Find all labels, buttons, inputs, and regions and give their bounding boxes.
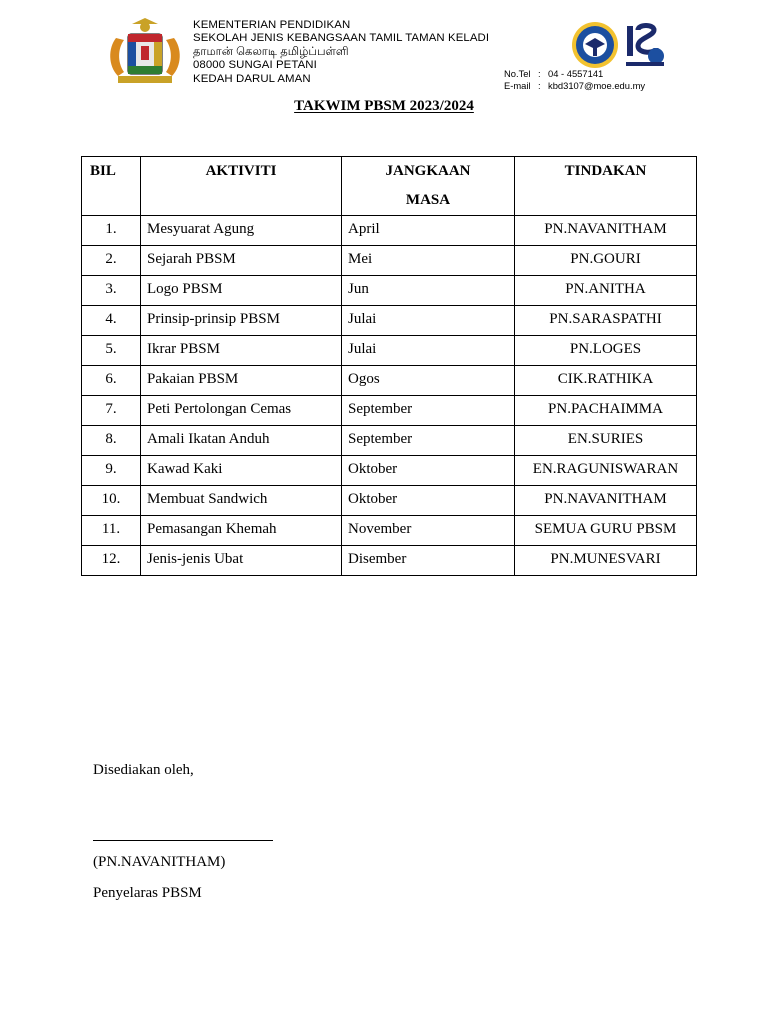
cell-bil: 7. (82, 396, 141, 426)
cell-tindakan: PN.ANITHA (515, 276, 697, 306)
cell-tindakan: PN.NAVANITHAM (515, 486, 697, 516)
cell-bil: 6. (82, 366, 141, 396)
tel-label: No.Tel (504, 68, 531, 79)
cell-bil: 8. (82, 426, 141, 456)
cell-masa: September (342, 426, 515, 456)
prepared-by-label: Disediakan oleh, (93, 762, 194, 778)
cell-tindakan: CIK.RATHIKA (515, 366, 697, 396)
cell-aktiviti: Prinsip-prinsip PBSM (141, 306, 342, 336)
cell-bil: 2. (82, 246, 141, 276)
preparer-position: Penyelaras PBSM (93, 885, 202, 901)
cell-aktiviti: Membuat Sandwich (141, 486, 342, 516)
cell-aktiviti: Amali Ikatan Anduh (141, 426, 342, 456)
cell-masa: Disember (342, 546, 515, 576)
cell-bil: 10. (82, 486, 141, 516)
letterhead (0, 0, 768, 100)
cell-masa: Jun (342, 276, 515, 306)
coat-of-arms-icon (102, 18, 188, 86)
header-aktiviti: AKTIVITI (141, 157, 342, 216)
table-row (82, 336, 697, 366)
page-title (0, 96, 768, 116)
contact-email (504, 80, 645, 92)
tel-separator: : (538, 68, 541, 79)
school-name: SEKOLAH JENIS KEBANGSAAN TAMIL TAMAN KELADI (193, 32, 490, 45)
contact-tel (504, 68, 645, 80)
table-row (82, 396, 697, 426)
cell-tindakan: PN.NAVANITHAM (515, 216, 697, 246)
cell-tindakan: SEMUA GURU PBSM (515, 516, 697, 546)
school-badge-icon (570, 20, 620, 70)
cell-tindakan: PN.LOGES (515, 336, 697, 366)
cell-bil: 5. (82, 336, 141, 366)
cell-tindakan: PN.MUNESVARI (515, 546, 697, 576)
cell-tindakan: PN.GOURI (515, 246, 697, 276)
cell-bil: 3. (82, 276, 141, 306)
cell-aktiviti: Mesyuarat Agung (141, 216, 342, 246)
signature-line (93, 840, 273, 841)
title-text: TAKWIM PBSM 2023/2024 (294, 98, 474, 114)
cell-aktiviti: Peti Pertolongan Cemas (141, 396, 342, 426)
cell-masa: Julai (342, 306, 515, 336)
cell-tindakan: PN.PACHAIMMA (515, 396, 697, 426)
cell-bil: 9. (82, 456, 141, 486)
cell-aktiviti: Sejarah PBSM (141, 246, 342, 276)
cell-tindakan: EN.RAGUNISWARAN (515, 456, 697, 486)
anniversary-logo-icon (624, 20, 666, 70)
table-row (82, 456, 697, 486)
cell-masa: November (342, 516, 515, 546)
table-row (82, 276, 697, 306)
table-row (82, 516, 697, 546)
cell-bil: 4. (82, 306, 141, 336)
cell-masa: Mei (342, 246, 515, 276)
table-row (82, 366, 697, 396)
cell-masa: Oktober (342, 456, 515, 486)
cell-aktiviti: Ikrar PBSM (141, 336, 342, 366)
cell-masa: Ogos (342, 366, 515, 396)
cell-aktiviti: Pakaian PBSM (141, 366, 342, 396)
ministry-name: KEMENTERIAN PENDIDIKAN (193, 19, 351, 31)
school-name-tamil: தாமான் கெலாடி தமிழ்ப்பள்ளி (193, 45, 349, 58)
cell-masa: Julai (342, 336, 515, 366)
table-row (82, 546, 697, 576)
cell-tindakan: EN.SURIES (515, 426, 697, 456)
table-row (82, 426, 697, 456)
preparer-name: (PN.NAVANITHAM) (93, 854, 226, 870)
cell-bil: 12. (82, 546, 141, 576)
header-jangkaan-masa (342, 157, 515, 216)
email-label: E-mail (504, 79, 531, 91)
state: KEDAH DARUL AMAN (193, 72, 311, 85)
cell-masa: April (342, 216, 515, 246)
cell-masa: Oktober (342, 486, 515, 516)
cell-aktiviti: Pemasangan Khemah (141, 516, 342, 546)
cell-aktiviti: Kawad Kaki (141, 456, 342, 486)
cell-tindakan: PN.SARASPATHI (515, 306, 697, 336)
table-row (82, 246, 697, 276)
cell-aktiviti: Logo PBSM (141, 276, 342, 306)
cell-bil: 1. (82, 216, 141, 246)
tel-value: 04 - 4557141 (548, 68, 604, 79)
postcode-town: 08000 SUNGAI PETANI (193, 59, 317, 72)
table-row (82, 486, 697, 516)
header-masa-line1: JANGKAAN (385, 163, 471, 179)
table-row (82, 216, 697, 246)
email-value: kbd3107@moe.edu.my (548, 79, 646, 91)
header-bil: BIL (82, 157, 141, 216)
table-header-row (82, 157, 697, 216)
email-separator: : (538, 79, 541, 91)
header-tindakan: TINDAKAN (515, 157, 697, 216)
cell-aktiviti: Jenis-jenis Ubat (141, 546, 342, 576)
table-row (82, 306, 697, 336)
school-address (193, 19, 489, 86)
header-masa-line2: MASA (405, 192, 451, 208)
cell-masa: September (342, 396, 515, 426)
contact-info (504, 68, 645, 91)
cell-bil: 11. (82, 516, 141, 546)
activity-table (81, 156, 697, 576)
